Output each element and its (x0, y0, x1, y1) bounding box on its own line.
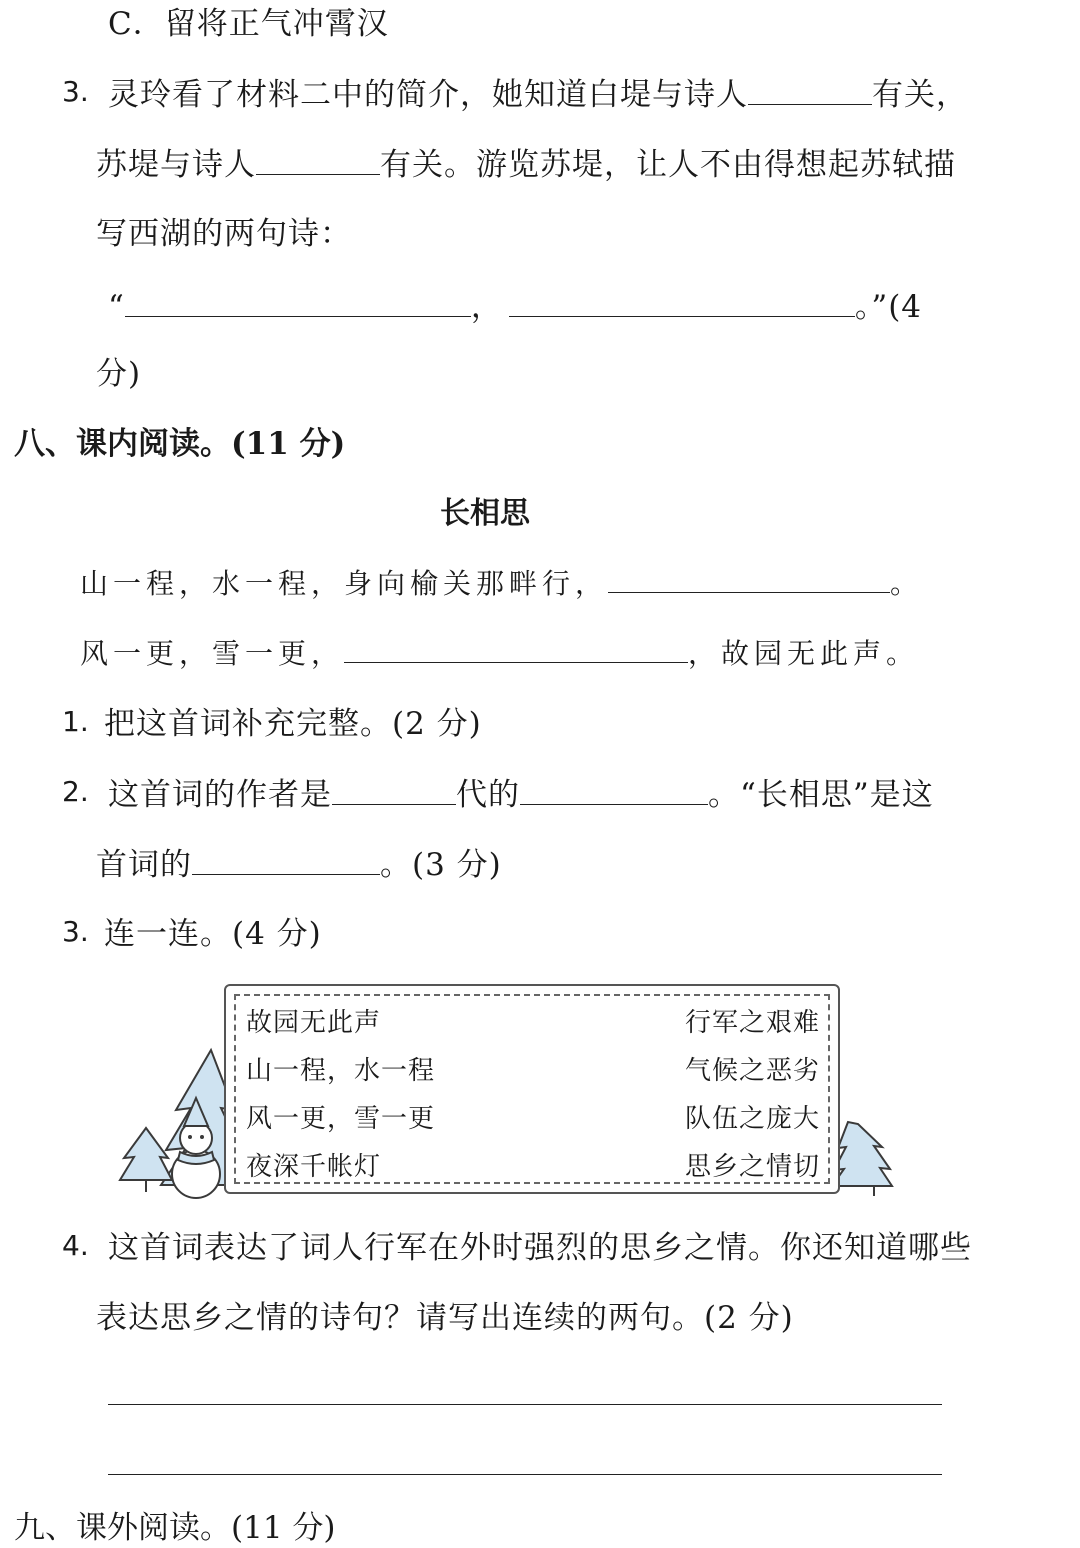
question-2-line-2 (96, 844, 502, 885)
question-3-line-5: 分) (96, 356, 142, 392)
question-text: 。“长相思”是这 (708, 777, 934, 813)
question-text: 。(3 分) (380, 847, 502, 883)
option-c: C．留将正气冲霄汉 (108, 6, 389, 42)
section-heading: 九、课外阅读。(11 分) (14, 1510, 336, 1546)
answer-line[interactable] (108, 1404, 942, 1405)
poem-text: ，故园无此声。 (688, 637, 920, 670)
fill-blank[interactable] (192, 844, 380, 875)
section-heading: 八、课内阅读。(11 分) (14, 426, 346, 462)
comma: ， (470, 289, 503, 325)
question-4-line-2: 表达思乡之情的诗句？请写出连续的两句。(2 分) (96, 1300, 794, 1336)
poem-text: 。 (890, 567, 924, 600)
question-number: 1. (62, 705, 89, 738)
question-number: 2. (62, 775, 89, 808)
answer-line[interactable] (108, 1474, 942, 1475)
question-text: 首词的 (96, 847, 192, 883)
question-number: 3. (62, 915, 89, 948)
question-text: 苏堤与诗人 (96, 147, 256, 183)
fill-blank[interactable] (520, 774, 708, 805)
question-4-line-1: 这首词表达了词人行军在外时强烈的思乡之情。你还知道哪些 (108, 1230, 972, 1266)
match-left-item[interactable]: 风一更，雪一更 (246, 1104, 436, 1134)
match-left-item[interactable]: 夜深千帐灯 (246, 1152, 382, 1182)
fill-blank[interactable] (256, 144, 380, 175)
match-right-item[interactable]: 队伍之庞大 (684, 1104, 820, 1134)
fill-blank[interactable] (748, 74, 872, 105)
question-text: 有关。游览苏堤，让人不由得想起苏轼描 (380, 147, 956, 183)
poem-title: 长相思 (440, 496, 530, 531)
fill-blank[interactable] (332, 774, 456, 805)
poem-text: 山一程，水一程，身向榆关那畔行， (80, 567, 609, 600)
question-text: 代的 (456, 777, 520, 813)
quote-mark: “ (108, 289, 125, 325)
match-right-item[interactable]: 思乡之情切 (684, 1152, 820, 1182)
poem-line-1 (80, 564, 923, 604)
matching-box-inner (234, 994, 830, 1184)
match-right-item[interactable]: 行军之艰难 (684, 1008, 820, 1038)
question-3-line-2 (96, 144, 956, 185)
poem-line-2 (80, 634, 919, 674)
question-text: 这首词的作者是 (108, 777, 332, 813)
matching-box (224, 984, 840, 1194)
question-2-line-1 (108, 774, 934, 815)
match-right-item[interactable]: 气候之恶劣 (684, 1056, 820, 1086)
fill-blank[interactable] (125, 286, 471, 317)
question-3-line-1 (108, 74, 968, 115)
fill-blank[interactable] (509, 286, 855, 317)
question-text: 。”(4 (854, 289, 923, 325)
question-number: 3. (62, 75, 89, 108)
question-1-text: 把这首词补充完整。(2 分) (104, 706, 482, 742)
fill-blank[interactable] (608, 564, 890, 593)
match-left-item[interactable]: 故园无此声 (246, 1008, 382, 1038)
question-number: 4. (62, 1229, 89, 1262)
question-text: 灵玲看了材料二中的简介，她知道白堤与诗人 (108, 77, 748, 113)
poem-text: 风一更，雪一更， (80, 637, 345, 670)
question-3-match-text: 连一连。(4 分) (104, 916, 322, 952)
question-text: 有关， (872, 77, 968, 113)
fill-blank[interactable] (344, 634, 688, 663)
question-3-line-3: 写西湖的两句诗： (96, 216, 352, 252)
question-3-line-4 (108, 286, 922, 327)
match-left-item[interactable]: 山一程，水一程 (246, 1056, 436, 1086)
